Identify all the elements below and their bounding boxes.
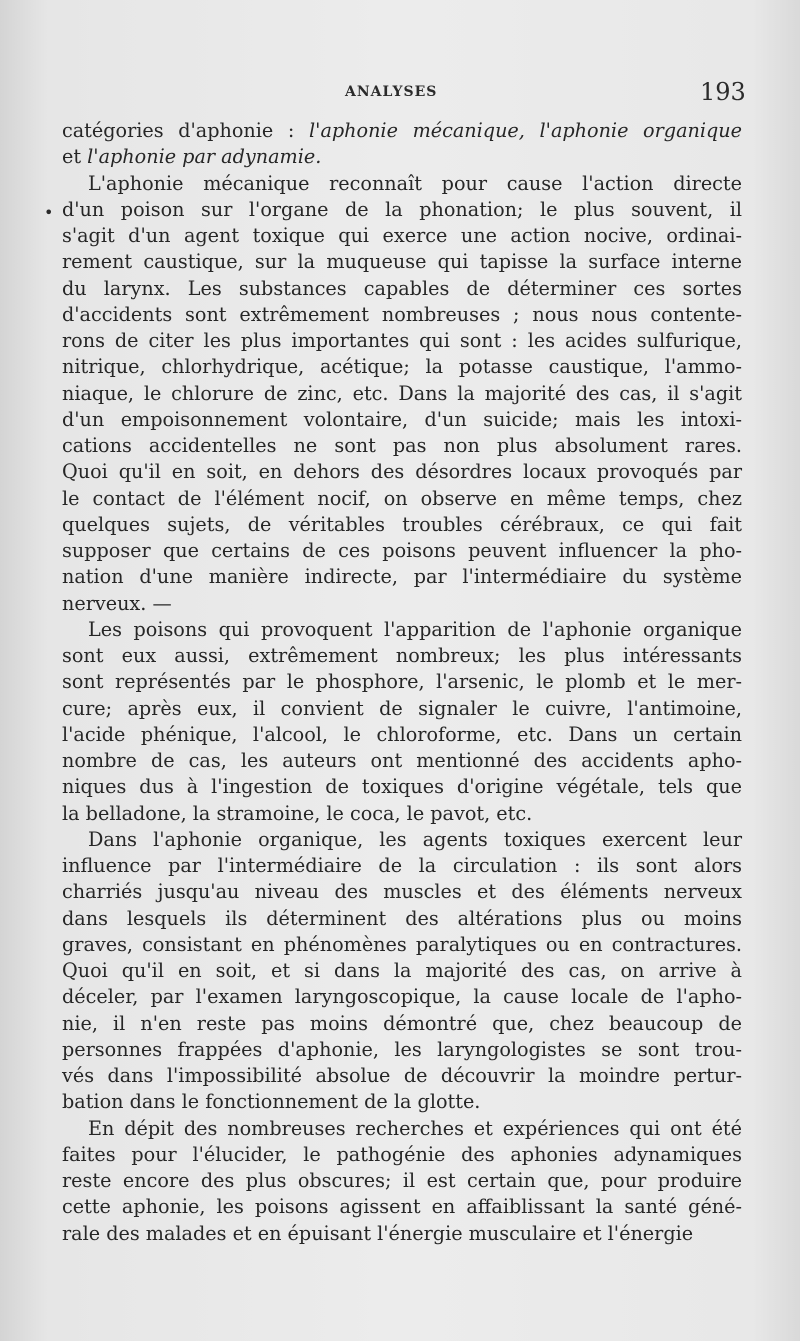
text-line [62, 1221, 742, 1247]
text-line [62, 827, 742, 853]
text-line [62, 171, 742, 197]
text-line [62, 276, 742, 302]
text-span: cations accidentelles ne sont pas non plus absolument rares. [62, 434, 742, 457]
text-span: L'aphonie mécanique reconnaît pour cause l'action directe [88, 171, 742, 195]
body-text [62, 118, 742, 1247]
text-line [62, 984, 742, 1010]
text-span: En dépit des nombreuses recherches et expériences qui ont été [88, 1116, 742, 1140]
text-span: Quoi qu'il en soit, en dehors des désordres locaux provoqués par [62, 460, 742, 484]
text-line [62, 932, 742, 958]
text-span: influence par l'intermédiaire de la circulation : ils sont alors [62, 854, 742, 877]
text-line [62, 459, 742, 485]
text-line [62, 958, 742, 984]
italic-text: l'aphonie par adynamie. [87, 145, 322, 169]
text-span: nombre de cas, les auteurs ont mentionné des accidents apho- [62, 749, 742, 772]
text-line [62, 354, 742, 380]
text-line [62, 853, 742, 879]
text-line [62, 906, 742, 932]
text-line [62, 1011, 742, 1037]
text-line [62, 223, 742, 249]
text-span: catégories d'aphonie : [62, 119, 310, 142]
text-span: rons de citer les plus importantes qui sont : les acides sulfurique, [62, 329, 742, 352]
text-line [62, 328, 742, 354]
text-span: rement caustique, sur la muqueuse qui tapisse la surface interne [62, 250, 742, 274]
text-line [62, 748, 742, 774]
text-line [62, 617, 742, 643]
text-span: s'agit d'un agent toxique qui exerce une action nocive, ordinai- [62, 224, 742, 247]
margin-mark: • [44, 203, 54, 222]
text-line [62, 1063, 742, 1089]
page-number: 193 [700, 78, 746, 106]
text-span: charriés jusqu'au niveau des muscles et des éléments nerveux [62, 880, 742, 904]
text-span: niaque, le chlorure de zinc, etc. Dans la majorité des cas, il s'agit [62, 381, 742, 405]
text-line [62, 144, 742, 170]
text-line [62, 249, 742, 275]
text-line [62, 433, 742, 459]
text-line [62, 407, 742, 433]
text-line [62, 1116, 742, 1142]
text-line [62, 197, 742, 223]
text-line [62, 879, 742, 905]
text-span: d'accidents sont extrêmement nombreuses ; nous nous contente- [62, 302, 742, 326]
text-line [62, 774, 742, 800]
text-line [62, 1142, 742, 1168]
text-line [62, 1037, 742, 1063]
paragraph-4 [62, 1116, 742, 1247]
text-line [62, 591, 742, 617]
text-span: d'un poison sur l'organe de la phonation; le plus souvent, il [62, 197, 742, 221]
text-span: quelques sujets, de véritables troubles cérébraux, ce qui fait [62, 512, 742, 536]
text-span: reste encore des plus obscures; il est certain que, pour produire [62, 1169, 742, 1192]
text-span: graves, consistant en phénomènes paralytiques ou en contractures. [62, 932, 742, 956]
text-line [62, 696, 742, 722]
paragraph-0 [62, 118, 742, 171]
text-line [62, 643, 742, 669]
paragraph-1 [62, 171, 742, 617]
text-span: dans lesquels ils déterminent des altérations plus ou moins [62, 906, 742, 930]
text-span: Quoi qu'il en soit, et si dans la majorité des cas, on arrive à [62, 959, 742, 982]
text-span: l'acide phénique, l'alcool, le chloroforme, etc. Dans un certain [62, 722, 742, 746]
text-span: personnes frappées d'aphonie, les laryngologistes se sont trou- [62, 1037, 742, 1061]
paragraph-2 [62, 617, 742, 827]
text-span: sont eux aussi, extrêmement nombreux; les plus intéressants [62, 644, 742, 667]
text-span: sont représentés par le phosphore, l'arsenic, le plomb et le mer- [62, 670, 742, 694]
text-span: déceler, par l'examen laryngoscopique, la cause locale de l'apho- [62, 985, 742, 1009]
text-line [62, 722, 742, 748]
text-line [62, 801, 742, 827]
text-span: faites pour l'élucider, le pathogénie des aphonies adynamiques [62, 1142, 742, 1166]
text-line [62, 1089, 742, 1115]
italic-text: l'aphonie mécanique, l'aphonie organique [309, 119, 742, 142]
text-span: cure; après eux, il convient de signaler le cuivre, l'antimoine, [62, 696, 742, 720]
text-span: niques dus à l'ingestion de toxiques d'origine végétale, tels que [62, 775, 742, 799]
text-span: bation dans le fonctionnement de la glotte. [62, 1090, 481, 1114]
running-head: ANALYSES [345, 84, 438, 100]
text-line [62, 1168, 742, 1194]
text-span: cette aphonie, les poisons agissent en affaiblissant la santé géné- [62, 1195, 742, 1219]
text-line [62, 669, 742, 695]
text-span: nie, il n'en reste pas moins démontré que, chez beaucoup de [62, 1011, 742, 1035]
text-span: Les poisons qui provoquent l'apparition de l'aphonie organique [88, 617, 742, 641]
text-span: rale des malades et en épuisant l'énergie musculaire et l'énergie [62, 1221, 694, 1245]
paragraph-3 [62, 827, 742, 1116]
text-span: nitrique, chlorhydrique, acétique; la potasse caustique, l'ammo- [62, 355, 742, 379]
text-line [62, 486, 742, 512]
text-span: vés dans l'impossibilité absolue de découvrir la moindre pertur- [62, 1064, 742, 1087]
text-line [62, 538, 742, 564]
text-line [62, 512, 742, 538]
text-span: nerveux. — [62, 591, 172, 615]
text-span: d'un empoisonnement volontaire, d'un suicide; mais les intoxi- [62, 407, 742, 431]
text-span: la belladone, la stramoine, le coca, le pavot, etc. [62, 801, 533, 825]
text-line [62, 302, 742, 328]
text-line [62, 1194, 742, 1220]
text-span: et [62, 145, 88, 169]
text-line [62, 381, 742, 407]
text-span: le contact de l'élément nocif, on observe en même temps, chez [62, 486, 742, 510]
text-span: Dans l'aphonie organique, les agents toxiques exercent leur [88, 827, 742, 851]
text-line [62, 118, 742, 144]
text-span: du larynx. Les substances capables de déterminer ces sortes [62, 276, 742, 300]
text-line [62, 564, 742, 590]
text-span: nation d'une manière indirecte, par l'intermédiaire du système [62, 565, 742, 589]
text-span: supposer que certains de ces poisons peuvent influencer la pho- [62, 539, 742, 562]
